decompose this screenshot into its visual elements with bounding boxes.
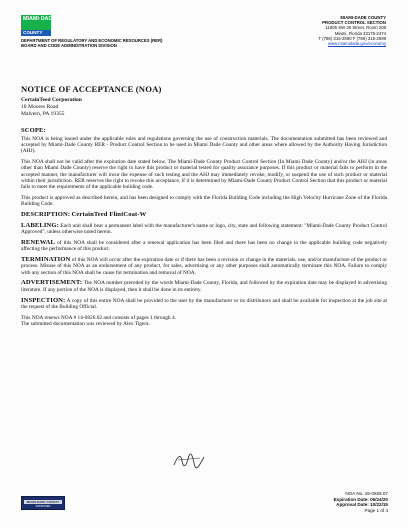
closing-line-2: The submitted documentation was reviewed by Alex Tigera. bbox=[21, 320, 150, 327]
office-address-block bbox=[274, 15, 386, 46]
logo-text-line1: MIAMI·DADE bbox=[23, 16, 56, 22]
department-name: DEPARTMENT OF REGULATORY AND ECONOMIC RESOURCES (RER) bbox=[21, 38, 163, 43]
termination-text: of this NOA will occur after the expiration date or if there has been a revision or change in the materials, use, and/or manufacture of the product or process. Misuse of this NOA as an endorsement of any product, for sales, advertising or any other purposes shall automatically terminate this NOA. Failure to comply with any section of this NOA shall be cause for termination and removal of NOA. bbox=[21, 257, 387, 276]
inspection-heading: INSPECTION: bbox=[21, 296, 66, 304]
closing-block bbox=[21, 315, 387, 328]
addressee-street: 18 Moores Road bbox=[21, 104, 59, 110]
approved-logo-line1: MIAMI-DADE COUNTY bbox=[26, 499, 60, 504]
scope-paragraph-2: This NOA shall not be valid after the expiration date stated below. The Miami-Dade County Product Control Section (In Miami Dade County) and/or the AHJ (in areas other than Miami Dade County) reserve the right to have this product or material tested for quality assurance purposes. If this product or material fails to perform in the accepted manner, the manufacturer will incur the expense of such testing and the AHJ may immediately revoke, modify, or suspend the use of such product or material within their jurisdiction. RER reserves the right to revoke this acceptance, if it is determined by Miami-Dade County Product Control Section that this product or material fails to meet the requirements of the applicable building code. bbox=[21, 159, 387, 191]
termination-section bbox=[21, 257, 387, 276]
approval-date: Approval Date: 10/22/15 bbox=[336, 502, 388, 507]
approved-logo-line2: APPROVED bbox=[35, 505, 51, 509]
office-city: Miami, Florida 33175-2474 bbox=[334, 30, 386, 36]
noa-number: NOA No. 15-0826.07 bbox=[345, 491, 388, 496]
logo-strip bbox=[21, 30, 51, 36]
division-name: BOARD AND CODE ADMINISTRATION DIVISION bbox=[21, 43, 117, 49]
department-header bbox=[21, 38, 221, 48]
miami-dade-approved-logo bbox=[21, 496, 65, 510]
scope-paragraph-1: This NOA is being issued under the applicable rules and regulations governing the use of construction materials. The documentation submitted has been reviewed and accepted by Miami-Dade County RER - Product Control Section to be used in Miami Dade County and other areas where allowed by the Authority Having Jurisdiction (AHJ). bbox=[21, 135, 387, 155]
document-body bbox=[21, 128, 387, 327]
labeling-section bbox=[21, 223, 387, 236]
inspection-section bbox=[21, 298, 387, 311]
description-text: CertainTeed FlintCoat-W bbox=[71, 211, 147, 219]
office-county: MIAMI-DADE COUNTY bbox=[340, 15, 386, 20]
noa-footer-info bbox=[306, 491, 388, 513]
office-section: PRODUCT CONTROL SECTION bbox=[322, 20, 386, 26]
description-section bbox=[21, 212, 387, 218]
termination-heading: TERMINATION bbox=[21, 256, 71, 264]
labeling-heading: LABELING: bbox=[21, 221, 59, 229]
advertisement-section bbox=[21, 280, 387, 293]
addressee-block bbox=[21, 97, 82, 118]
addressee-city: Malvern, PA 19355 bbox=[21, 111, 65, 117]
scope-heading: SCOPE: bbox=[21, 127, 46, 134]
miami-dade-logo bbox=[21, 15, 56, 36]
scope-paragraph-3: This product is approved as described herein, and has been designed to comply with the Florida Building Code including the High Velocity Hurricane Zone of the Florida Building Code. bbox=[21, 194, 387, 208]
closing-line-1: This NOA renews NOA # 14-0826.02 and consists of pages 1 through 4. bbox=[21, 314, 176, 321]
addressee-company: CertainTeed Corporation bbox=[21, 97, 82, 103]
description-heading: DESCRIPTION: bbox=[21, 211, 71, 219]
office-phone: T (786) 315-2590 F (786) 315-2599 bbox=[318, 35, 386, 41]
inspection-text: A copy of this entire NOA shall be provided to the user by the manufacturer or its distributors and shall be available for inspection at the job site at the request of the Building Official. bbox=[21, 297, 387, 310]
advertisement-text: The NOA number preceded by the words Miami-Dade County, Florida, and followed by the expiration date may be displayed in advertising literature. If any portion of the NOA is displayed, then it shall be done in its entirety. bbox=[21, 280, 388, 293]
renewal-text: of this NOA shall be considered after a renewal application has been filed and there has been no change in the applicable building code negatively affecting the performance of this product. bbox=[21, 239, 387, 253]
notice-title: NOTICE OF ACCEPTANCE (NOA) bbox=[21, 84, 162, 94]
renewal-section bbox=[21, 240, 387, 253]
office-street: 11805 SW 26 Street, Room 208 bbox=[325, 25, 386, 31]
renewal-heading: RENEWAL bbox=[21, 238, 56, 246]
labeling-text: Each unit shall bear a permanent label with the manufacturer's name or logo, city, state and following statement: "Miami-Dade County Product Control Approved", unless otherwise noted herein. bbox=[21, 222, 387, 236]
office-website-link[interactable]: www.miamidade.gov/economy bbox=[327, 41, 386, 47]
logo-text-line2: COUNTY bbox=[23, 30, 43, 35]
reviewer-signature bbox=[172, 451, 206, 471]
expiration-date: Expiration Date: 06/24/20 bbox=[333, 496, 388, 502]
advertisement-heading: ADVERTISEMENT: bbox=[21, 279, 83, 287]
page-number: Page 1 of 4 bbox=[364, 507, 388, 513]
